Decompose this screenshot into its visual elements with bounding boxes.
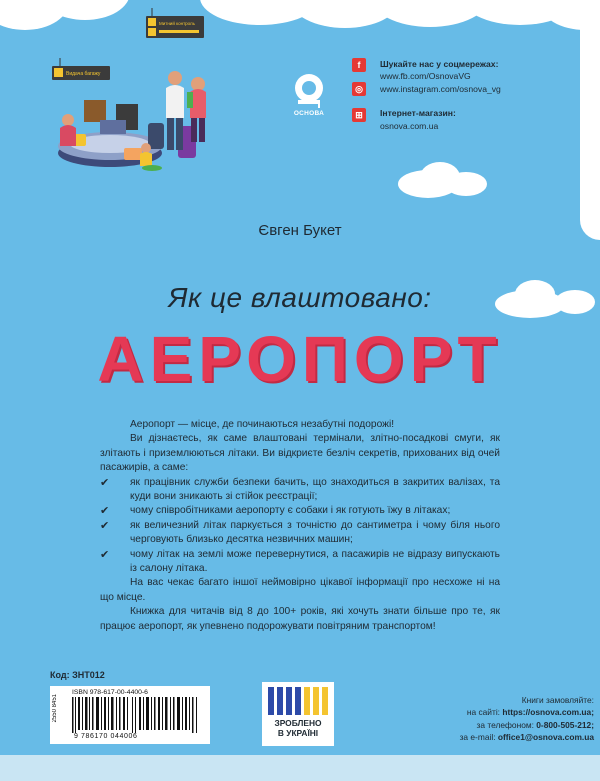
ukraine-stripes-icon <box>268 687 328 715</box>
social-heading: Шукайте нас у соцмережах: <box>380 59 499 69</box>
made-in-line2: В УКРАЇНІ <box>277 728 319 738</box>
shop-heading: Інтернет-магазин: <box>380 108 456 118</box>
isbn: ISBN 978-617-00-4400-6 <box>72 689 148 696</box>
made-in-line1: ЗРОБЛЕНО <box>274 718 322 728</box>
contact-social-ig <box>352 82 366 96</box>
made-in-label <box>262 718 334 738</box>
instagram-link[interactable]: www.instagram.com/osnova_vg <box>380 84 501 94</box>
blurb-bullets <box>100 476 500 577</box>
contact-social-fb <box>352 58 366 72</box>
book-subtitle: Як це влаштовано: <box>168 282 432 313</box>
orders-email-link[interactable]: office1@osnova.com.ua <box>497 732 594 743</box>
blurb-bullet: ✔ як працівник служби безпеки бачить, що знаходиться в закритих валізах, та куди вони зникають зі стійок реєстрації; <box>100 476 500 503</box>
sign-board-text: Митний контроль <box>159 21 196 26</box>
orders-email-label: за e-mail: <box>459 732 498 743</box>
instagram-icon: ◎ <box>352 82 366 96</box>
barcode-digits: 9 786170 044006 <box>74 733 138 740</box>
orders-site-link[interactable]: https://osnova.com.ua; <box>502 707 594 718</box>
orders-email-row <box>380 731 594 743</box>
checkmark-icon: ✔ <box>100 476 110 489</box>
orders-phone-value[interactable]: 0-800-505-212; <box>536 719 594 730</box>
blurb-para3: На вас чекає багато іншої неймовірно цікавої інформації про несхоже ні на що місце. <box>100 577 500 603</box>
checkmark-icon: ✔ <box>100 505 110 518</box>
blurb-para4: Книжка для читачів від 8 до 100+ років, які хочуть знати більше про те, як працює аеропорт, як упевнено подорожувати повітряним транспортом! <box>100 606 500 632</box>
facebook-link[interactable]: www.fb.com/OsnovaVG <box>380 71 471 81</box>
shopping-cart-icon: ⊞ <box>352 108 366 122</box>
blurb-bullet: ✔ як величезний літак паркується з точністю до сантиметра і чому біля нього черговують близько десятка незвичних машин; <box>100 519 500 546</box>
product-code: Код: ЗНТ012 <box>50 670 105 680</box>
checkmark-icon: ✔ <box>100 548 110 561</box>
brand-name: ОСНОВА <box>293 110 325 117</box>
bottom-band <box>0 755 600 781</box>
orders-site-row <box>380 706 594 718</box>
order-info <box>380 694 594 744</box>
checkmark-icon: ✔ <box>100 519 110 532</box>
contact-shop <box>352 108 366 122</box>
author-name: Євген Букет <box>258 222 342 239</box>
barcode-icon <box>70 697 204 733</box>
book-title: АЕРОПОРТ <box>97 323 503 395</box>
orders-site-label: на сайті: <box>466 707 503 718</box>
made-in-ukraine-badge <box>262 682 334 746</box>
sign-baggage-text: Видача багажу <box>66 71 101 77</box>
blurb-intro: Аеропорт — місце, де починаються незабутні подорожі! <box>130 419 395 430</box>
orders-phone-row <box>380 719 594 731</box>
blurb-para2: Ви дізнаєтесь, як саме влаштовані термінали, злітно-посадкові смуги, як злітають і приземлюються літаки. Ви відкриєте безліч секретів, прихованих від очей пасажирів, а саме: <box>100 433 500 474</box>
blurb-bullet: ✔ чому літак на землі може перевернутися, а пасажирів не відразу випускають із салону літака. <box>100 548 500 575</box>
blurb <box>100 418 500 634</box>
barcode-box <box>50 686 210 744</box>
shop-link[interactable]: osnova.com.ua <box>380 121 439 131</box>
orders-heading: Книги замовляйте: <box>521 695 594 705</box>
facebook-icon: f <box>352 58 366 72</box>
blurb-bullet: ✔ чому співробітниками аеропорту є собаки і як готують їжу в літаках; <box>100 505 451 518</box>
orders-phone-label: за телефоном: <box>476 719 537 730</box>
airport-baggage-illustration <box>40 8 240 188</box>
barcode-side-number: 2550 8451 <box>52 694 58 723</box>
